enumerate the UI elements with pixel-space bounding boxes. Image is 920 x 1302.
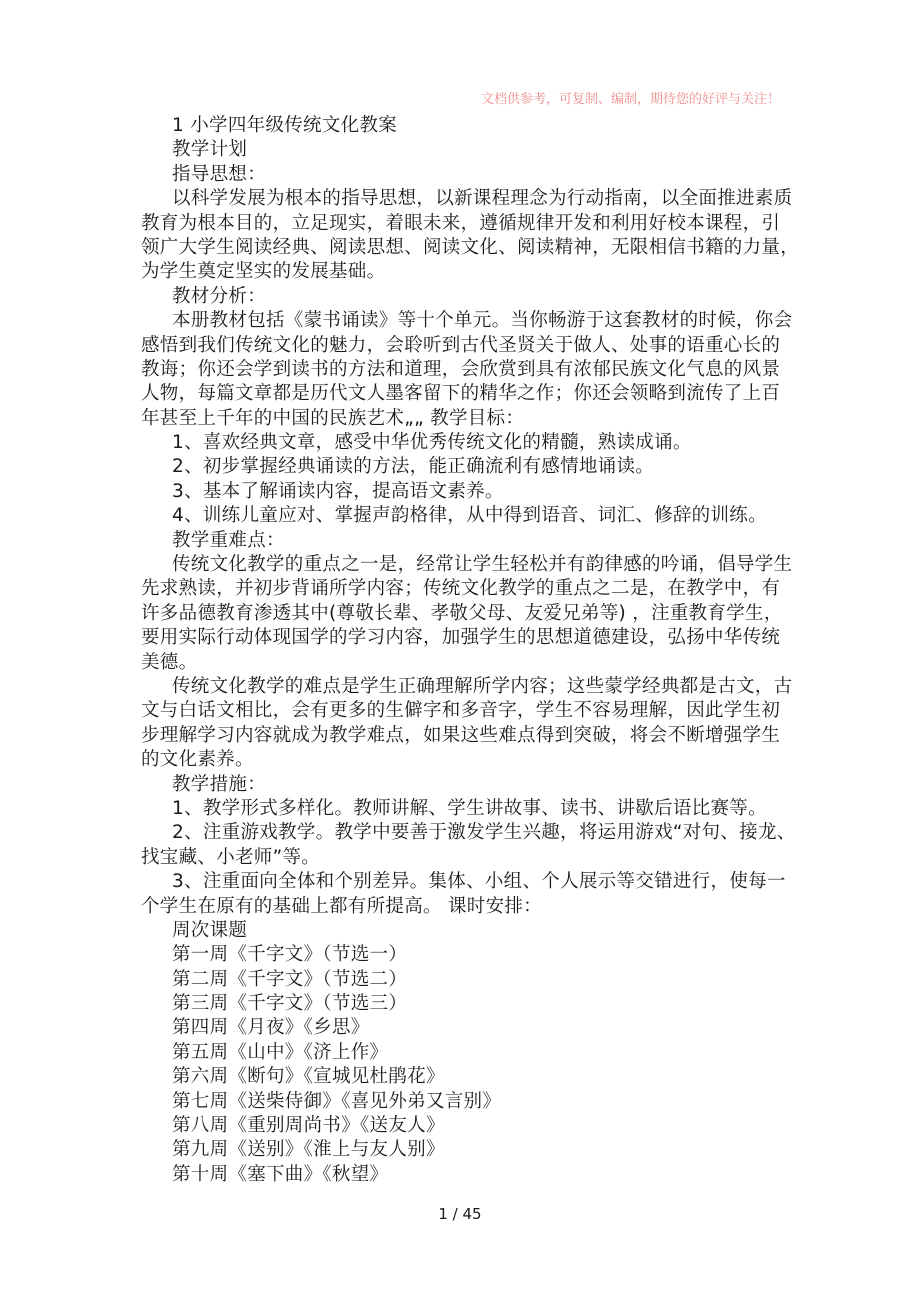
paragraph (141, 553, 793, 675)
header-note: 文档供参考，可复制、编制，期待您的好评与关注！ (480, 92, 780, 107)
paragraph (141, 773, 786, 797)
text-line: 年甚至上千年的中国的民族艺术„„ 教学目标： (141, 407, 525, 429)
paragraph (141, 797, 786, 821)
text-line: 第十周《塞下曲》《秋望》 (172, 1163, 389, 1185)
paragraph (141, 870, 786, 919)
text-line: 文与白话文相比，会有更多的生僻字和多音字，学生不容易理解，因此学生初 (141, 700, 781, 722)
paragraph (141, 309, 793, 431)
text-line: 本册教材包括《蒙书诵读》等十个单元。当你畅游于这套教材的时候，你会 (172, 310, 793, 332)
paragraph (141, 480, 786, 504)
paragraph (141, 675, 793, 773)
paragraph (141, 187, 800, 285)
text-line: 第五周《山中》《济上作》 (172, 1041, 389, 1063)
text-line: 人物，每篇文章都是历代文人墨客留下的精华之作；你还会领略到流传了上百 (141, 383, 781, 405)
document-body (141, 114, 800, 1187)
paragraph (141, 285, 786, 309)
text-line: 美德。 (141, 651, 198, 673)
text-line: 1、喜欢经典文章，感受中华优秀传统文化的精髓，熟读成诵。 (172, 432, 692, 454)
paragraph (141, 943, 786, 967)
paragraph (141, 1041, 786, 1065)
paragraph (141, 968, 786, 992)
paragraph (141, 455, 786, 479)
text-line: 第八周《重别周尚书》《送友人》 (172, 1115, 445, 1137)
text-line: 教学计划 (172, 139, 248, 161)
text-line: 1 小学四年级传统文化教案 (172, 115, 398, 136)
text-line: 教诲；你还会学到读书的方法和道理，会欣赏到具有浓郁民族文化气息的风景 (141, 358, 781, 380)
text-line: 以科学发展为根本的指导思想，以新课程理念为行动指南，以全面推进素质 (172, 188, 793, 210)
text-line: 教学措施： (172, 773, 267, 795)
text-line: 找宝藏、小老师”等。 (141, 846, 321, 868)
text-line: 第四周《月夜》《乡思》 (172, 1017, 370, 1039)
text-line: 感悟到我们传统文化的魅力，会聆听到古代圣贤关于做人、处事的语重心长的 (141, 334, 781, 356)
text-line: 教材分析： (172, 285, 267, 307)
paragraph (141, 1163, 786, 1187)
text-line: 传统文化教学的难点是学生正确理解所学内容；这些蒙学经典都是古文，古 (172, 675, 793, 697)
text-line: 为学生奠定坚实的发展基础。 (141, 261, 386, 283)
text-line: 教育为根本目的，立足现实，着眼未来，遵循规律开发和利用好校本课程，引 (141, 212, 781, 234)
text-line: 许多品德教育渗透其中(尊敬长辈、孝敬父母、友爱兄弟等) ，注重教育学生， (141, 602, 783, 624)
text-line: 第九周《送别》《淮上与友人别》 (172, 1139, 445, 1161)
paragraph (141, 1065, 786, 1089)
paragraph (141, 431, 786, 455)
paragraph (141, 1114, 786, 1138)
text-line: 3、基本了解诵读内容，提高语文素养。 (172, 480, 504, 502)
text-line: 第一周《千字文》（节选一） (172, 944, 408, 966)
paragraph (141, 1138, 786, 1162)
text-line: 步理解学习内容就成为教学难点，如果这些难点得到突破，将会不断增强学生 (141, 724, 781, 746)
text-line: 第二周《千字文》（节选二） (172, 968, 408, 990)
text-line: 周次课题 (172, 919, 248, 941)
paragraph (141, 138, 786, 162)
text-line: 3、注重面向全体和个别差异。集体、小组、个人展示等交错进行，使每一 (172, 871, 786, 893)
paragraph (141, 504, 786, 528)
text-line: 第三周《千字文》（节选三） (172, 993, 408, 1015)
text-line: 传统文化教学的重点之一是，经常让学生轻松并有韵律感的吟诵，倡导学生 (172, 554, 793, 576)
text-line: 教学重难点： (172, 529, 285, 551)
paragraph (141, 919, 786, 943)
paragraph (141, 163, 786, 187)
text-line: 领广大学生阅读经典、阅读思想、阅读文化、阅读精神，无限相信书籍的力量， (141, 236, 800, 258)
text-line: 4、训练儿童应对、掌握声韵格律，从中得到语音、词汇、修辞的训练。 (172, 505, 767, 527)
text-line: 第七周《送柴侍御》《喜见外弟又言别》 (172, 1090, 502, 1112)
paragraph (141, 114, 786, 138)
text-line: 指导思想： (172, 163, 267, 185)
paragraph (141, 1016, 786, 1040)
paragraph (141, 529, 786, 553)
text-line: 2、注重游戏教学。教学中要善于激发学生兴趣，将运用游戏“对句、接龙、 (172, 822, 796, 844)
text-line: 个学生在原有的基础上都有所提高。 课时安排： (141, 895, 542, 917)
text-line: 第六周《断句》《宣城见杜鹃花》 (172, 1066, 445, 1088)
text-line: 1、教学形式多样化。教师讲解、学生讲故事、读书、讲歇后语比赛等。 (172, 797, 767, 819)
paragraph (141, 992, 786, 1016)
text-line: 2、初步掌握经典诵读的方法，能正确流利有感情地诵读。 (172, 456, 655, 478)
page-number: 1 / 45 (438, 1205, 482, 1223)
paragraph (141, 1090, 786, 1114)
text-line: 先求熟读，并初步背诵所学内容；传统文化教学的重点之二是，在教学中，有 (141, 578, 781, 600)
text-line: 的文化素养。 (141, 749, 254, 771)
paragraph (141, 821, 796, 870)
text-line: 要用实际行动体现国学的学习内容，加强学生的思想道德建设，弘扬中华传统 (141, 627, 781, 649)
